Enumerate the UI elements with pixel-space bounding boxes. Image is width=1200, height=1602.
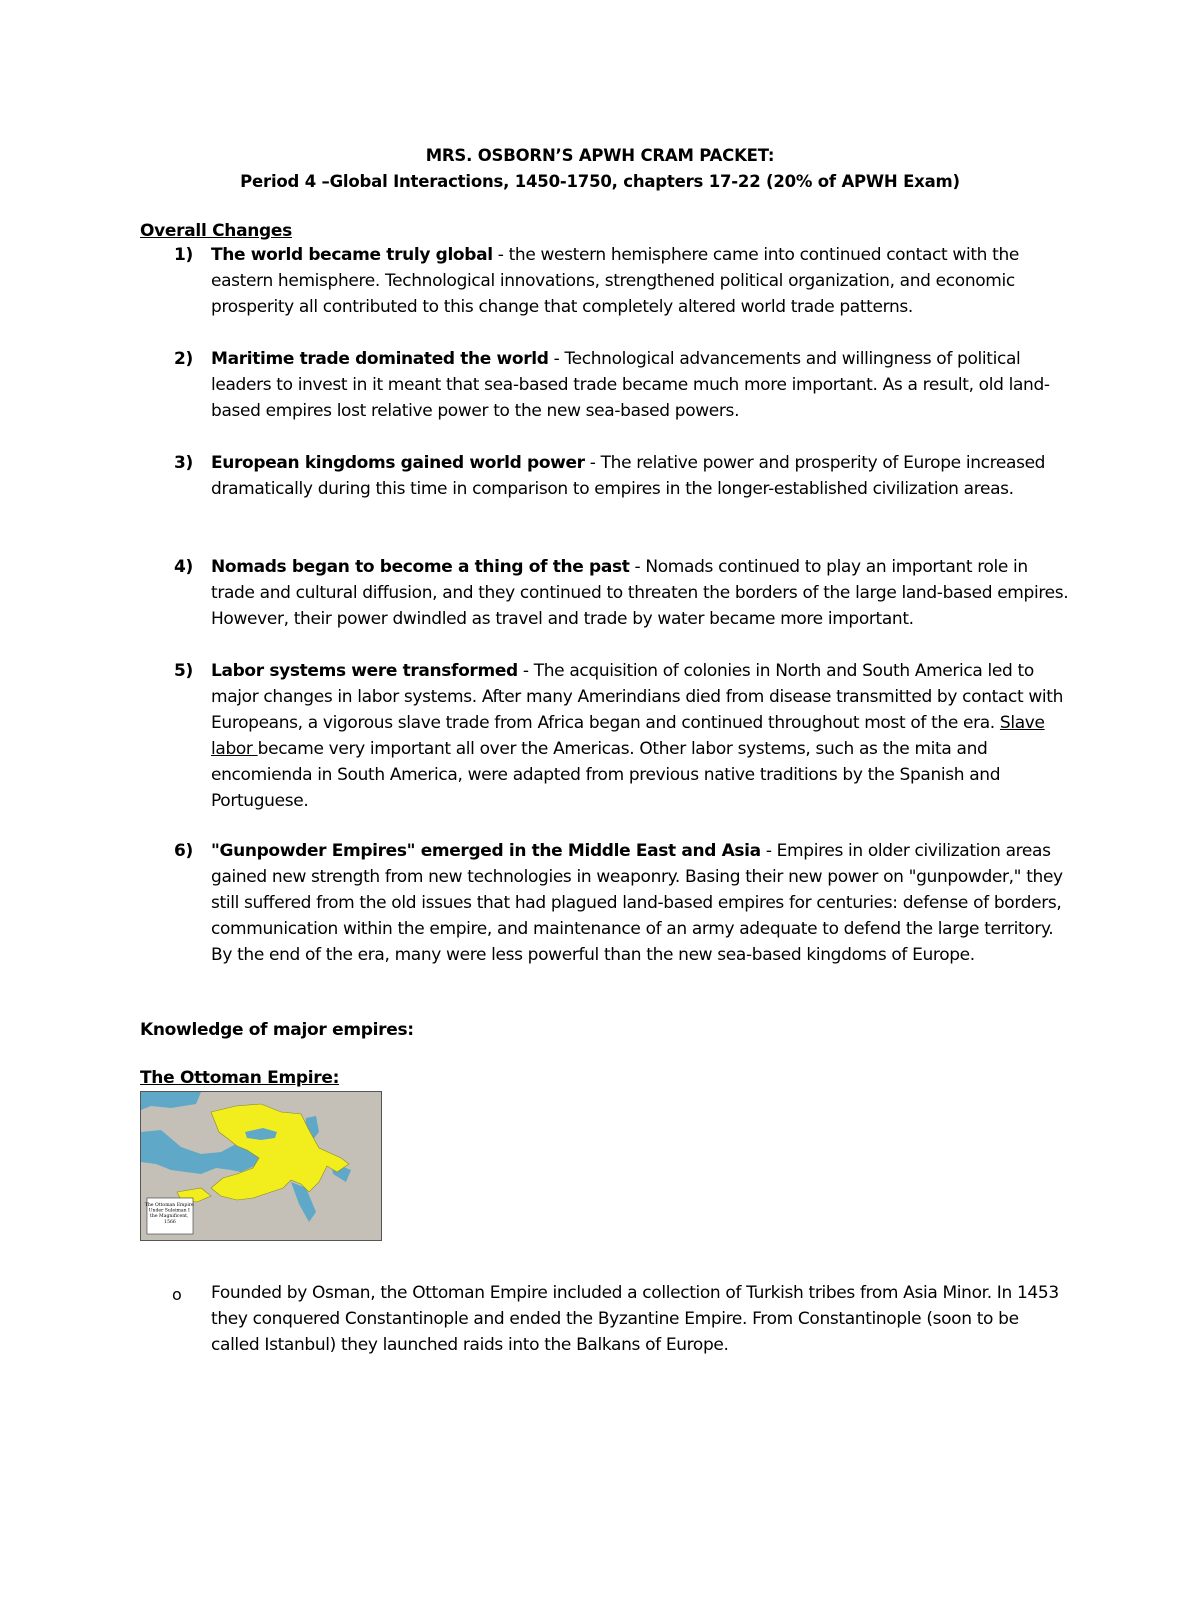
list-number: 2) xyxy=(174,349,193,369)
list-item xyxy=(211,554,1071,632)
item-text: - Nomads continued to play an important role in trade and cultural diffusion, and they continued to threaten the borders of the large land-based empires. However, their power dwindled as travel and trade by water became more important. xyxy=(211,557,1069,629)
list-item xyxy=(211,658,1071,814)
list-item xyxy=(211,346,1071,424)
document-title: MRS. OSBORN’S APWH CRAM PACKET: xyxy=(425,146,775,165)
list-item xyxy=(211,838,1071,968)
item-text: - the western hemisphere came into continued contact with the eastern hemisphere. Technological innovations, strengthened political organization, and economic prosperity all contributed to this change that completely altered world trade patterns. xyxy=(211,245,1019,317)
item-text-continued: became very important all over the Americas. Other labor systems, such as the mita and encomienda in South America, were adapted from previous native traditions by the Spanish and Portuguese. xyxy=(211,739,1001,811)
item-text: - Empires in older civilization areas gained new strength from new technologies in weaponry. Basing their new power on "gunpowder," they still suffered from the old issues that had plagued land-based empires for centuries: defense of borders, communication within the empire, and maintenance of an army adequate to defend the large territory. By the end of the era, many were less powerful than the new sea-based kingdoms of Europe. xyxy=(211,841,1063,965)
document-subtitle: Period 4 –Global Interactions, 1450-1750, chapters 17-22 (20% of APWH Exam) xyxy=(240,172,960,191)
item-label: The world became truly global xyxy=(211,245,493,265)
list-number: 1) xyxy=(174,245,193,265)
item-label: European kingdoms gained world power xyxy=(211,453,585,473)
underlined-term: Slave labor xyxy=(211,713,1045,759)
map-graphic xyxy=(141,1092,381,1240)
list-number: 6) xyxy=(174,841,193,861)
ottoman-heading: The Ottoman Empire: xyxy=(140,1068,340,1088)
map-caption: The Ottoman Empire Under Suleiman I the Magnificent, 1566 xyxy=(144,1203,194,1225)
item-label: Maritime trade dominated the world xyxy=(211,349,549,369)
item-text: - The acquisition of colonies in North and South America led to major changes in labor systems. After many Amerindians died from disease transmitted by contact with Europeans, a vigorous slave trade from Africa began and continued throughout most of the era. xyxy=(211,661,1064,733)
bullet-marker: o xyxy=(172,1285,182,1304)
ottoman-empire-map xyxy=(140,1091,382,1241)
item-text: - The relative power and prosperity of Europe increased dramatically during this time in comparison to empires in the longer-established civilization areas. xyxy=(211,453,1046,499)
list-item xyxy=(211,242,1071,320)
item-text: - Technological advancements and willingness of political leaders to invest in it meant that sea-based trade became much more important. As a result, old land-based empires lost relative power to the new sea-based powers. xyxy=(211,349,1050,421)
item-label: Labor systems were transformed xyxy=(211,661,518,681)
item-label: "Gunpowder Empires" emerged in the Middle East and Asia xyxy=(211,841,761,861)
item-label: Nomads began to become a thing of the past xyxy=(211,557,630,577)
list-number: 5) xyxy=(174,661,193,681)
knowledge-heading: Knowledge of major empires: xyxy=(140,1020,414,1040)
list-item xyxy=(211,450,1071,502)
overall-changes-heading: Overall Changes xyxy=(140,221,292,241)
list-number: 3) xyxy=(174,453,193,473)
list-number: 4) xyxy=(174,557,193,577)
ottoman-bullet-text: Founded by Osman, the Ottoman Empire included a collection of Turkish tribes from Asia Minor. In 1453 they conquered Constantinople and ended the Byzantine Empire. From Constantinople (soon to be called Istanbul) they launched raids into the Balkans of Europe. xyxy=(211,1283,1059,1355)
